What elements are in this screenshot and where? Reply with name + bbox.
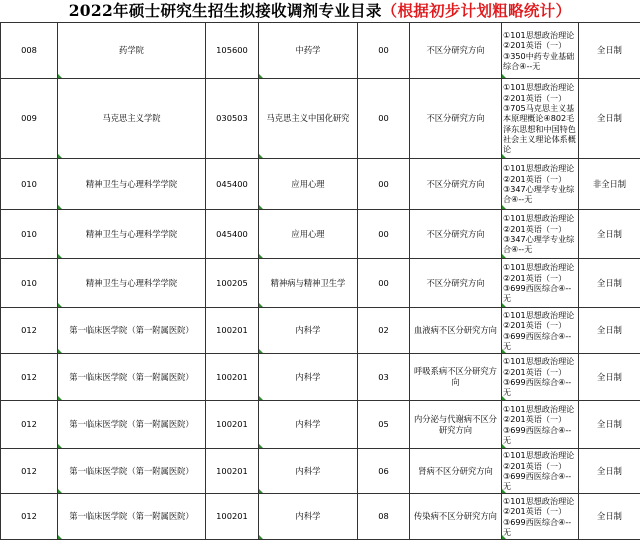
exam-subjects-cell-text: ①101思想政治理论②201英语（一）③699西医综合④--无	[503, 310, 574, 351]
major-code-cell-text: 045400	[216, 229, 248, 239]
study-mode-cell-text: 全日制	[597, 325, 622, 335]
exam-subjects-cell	[502, 259, 579, 308]
exam-subjects-cell	[502, 401, 579, 449]
direction-code-cell-text: 03	[378, 372, 389, 382]
study-mode-cell	[579, 79, 640, 159]
major-code-cell	[206, 401, 259, 449]
table-body	[1, 23, 640, 540]
page-title	[0, 0, 640, 22]
major-name-cell	[259, 79, 358, 159]
college-code-cell-text: 012	[21, 511, 37, 521]
exam-subjects-cell	[502, 308, 579, 354]
college-name-cell	[58, 259, 206, 308]
college-name-cell-text: 第一临床医学院（第一附属医院）	[69, 511, 193, 521]
exam-subjects-cell-text: ①101思想政治理论②201英语（一）③350中药专业基础综合④--无	[503, 30, 574, 71]
study-mode-cell-text: 非全日制	[593, 179, 626, 189]
direction-code-cell	[358, 449, 410, 494]
research-direction-cell-text: 血液病不区分研究方向	[414, 325, 497, 335]
direction-code-cell-text: 02	[378, 325, 389, 335]
major-name-cell-text: 应用心理	[291, 229, 324, 239]
study-mode-cell	[579, 354, 640, 401]
college-name-cell	[58, 308, 206, 354]
cell-error-marker-icon	[502, 444, 506, 448]
cell-error-marker-icon	[58, 489, 62, 493]
cell-error-marker-icon	[502, 489, 506, 493]
table-row	[1, 401, 640, 449]
cell-error-marker-icon	[58, 396, 62, 400]
exam-subjects-cell-text: ①101思想政治理论②201英语（一）③699西医综合④--无	[503, 450, 574, 491]
study-mode-cell	[579, 259, 640, 308]
college-code-cell-text: 010	[21, 229, 37, 239]
study-mode-cell-text: 全日制	[597, 419, 622, 429]
study-mode-cell	[579, 308, 640, 354]
cell-error-marker-icon	[58, 154, 62, 158]
exam-subjects-cell	[502, 159, 579, 210]
study-mode-cell	[579, 159, 640, 210]
cell-error-marker-icon	[58, 444, 62, 448]
research-direction-cell	[410, 79, 502, 159]
major-name-cell-text: 内科学	[296, 325, 321, 335]
college-name-cell	[58, 210, 206, 259]
table-row	[1, 449, 640, 494]
research-direction-cell	[410, 159, 502, 210]
college-name-cell	[58, 449, 206, 494]
exam-subjects-cell-text: ①101思想政治理论②201英语（一）③699西医综合④--无	[503, 356, 574, 397]
cell-error-marker-icon	[259, 74, 263, 78]
exam-subjects-cell-text: ①101思想政治理论②201英语（一）③699西医综合④--无	[503, 262, 574, 303]
college-name-cell	[58, 159, 206, 210]
major-code-cell-text: 100201	[216, 466, 248, 476]
study-mode-cell-text: 全日制	[597, 372, 622, 382]
direction-code-cell-text: 05	[378, 419, 389, 429]
direction-code-cell	[358, 159, 410, 210]
major-code-cell-text: 045400	[216, 179, 248, 189]
college-code-cell-text: 012	[21, 419, 37, 429]
major-code-cell	[206, 308, 259, 354]
cell-error-marker-icon	[502, 535, 506, 539]
exam-subjects-cell	[502, 79, 579, 159]
direction-code-cell-text: 00	[378, 179, 389, 189]
cell-error-marker-icon	[259, 254, 263, 258]
major-code-cell-text: 100201	[216, 372, 248, 382]
research-direction-cell	[410, 354, 502, 401]
college-code-cell-text: 012	[21, 466, 37, 476]
college-name-cell-text: 第一临床医学院（第一附属医院）	[69, 419, 193, 429]
direction-code-cell	[358, 354, 410, 401]
cell-error-marker-icon	[259, 349, 263, 353]
major-code-cell-text: 105600	[216, 45, 248, 55]
study-mode-cell-text: 全日制	[597, 466, 622, 476]
major-name-cell-text: 马克思主义中国化研究	[267, 113, 350, 123]
cell-error-marker-icon	[502, 303, 506, 307]
research-direction-cell-text: 不区分研究方向	[426, 45, 484, 55]
major-name-cell-text: 内科学	[296, 372, 321, 382]
college-code-cell	[1, 449, 58, 494]
research-direction-cell-text: 不区分研究方向	[426, 278, 484, 288]
exam-subjects-cell-text: ①101思想政治理论②201英语（一）③347心理学专业综合④--无	[503, 213, 574, 254]
major-name-cell-text: 精神病与精神卫生学	[271, 278, 346, 288]
major-name-cell-text: 内科学	[296, 511, 321, 521]
cell-error-marker-icon	[259, 535, 263, 539]
cell-error-marker-icon	[58, 254, 62, 258]
exam-subjects-cell	[502, 449, 579, 494]
college-name-cell-text: 第一临床医学院（第一附属医院）	[69, 466, 193, 476]
research-direction-cell-text: 不区分研究方向	[426, 179, 484, 189]
direction-code-cell	[358, 79, 410, 159]
major-code-cell-text: 100205	[216, 278, 248, 288]
research-direction-cell	[410, 308, 502, 354]
college-code-cell	[1, 79, 58, 159]
direction-code-cell	[358, 401, 410, 449]
exam-subjects-cell	[502, 23, 579, 79]
program-table	[0, 22, 640, 540]
research-direction-cell	[410, 401, 502, 449]
table-row	[1, 308, 640, 354]
table-row	[1, 354, 640, 401]
research-direction-cell	[410, 259, 502, 308]
college-name-cell-text: 第一临床医学院（第一附属医院）	[69, 372, 193, 382]
major-code-cell-text: 100201	[216, 325, 248, 335]
direction-code-cell	[358, 259, 410, 308]
college-name-cell	[58, 354, 206, 401]
table-row	[1, 210, 640, 259]
direction-code-cell-text: 00	[378, 113, 389, 123]
exam-subjects-cell	[502, 354, 579, 401]
college-name-cell-text: 精神卫生与心理科学学院	[86, 229, 177, 239]
college-name-cell	[58, 79, 206, 159]
table-row	[1, 159, 640, 210]
cell-error-marker-icon	[58, 74, 62, 78]
table-row	[1, 23, 640, 79]
college-name-cell-text: 第一临床医学院（第一附属医院）	[69, 325, 193, 335]
major-code-cell-text: 100201	[216, 419, 248, 429]
table-row	[1, 79, 640, 159]
research-direction-cell-text: 不区分研究方向	[426, 113, 484, 123]
major-name-cell	[259, 259, 358, 308]
cell-error-marker-icon	[502, 396, 506, 400]
research-direction-cell	[410, 210, 502, 259]
cell-error-marker-icon	[502, 205, 506, 209]
college-code-cell	[1, 259, 58, 308]
college-code-cell	[1, 354, 58, 401]
major-code-cell	[206, 210, 259, 259]
major-code-cell	[206, 159, 259, 210]
direction-code-cell	[358, 23, 410, 79]
major-name-cell	[259, 308, 358, 354]
exam-subjects-cell-text: ①101思想政治理论②201英语（一）③705马克思主义基本原理概论④802毛泽东思想和中国特色社会主义理论体系概论	[503, 82, 576, 154]
college-name-cell-text: 精神卫生与心理科学学院	[86, 179, 177, 189]
cell-error-marker-icon	[502, 254, 506, 258]
cell-error-marker-icon	[259, 444, 263, 448]
study-mode-cell	[579, 449, 640, 494]
major-name-cell	[259, 23, 358, 79]
research-direction-cell	[410, 23, 502, 79]
study-mode-cell	[579, 23, 640, 79]
major-code-cell	[206, 354, 259, 401]
major-name-cell-text: 内科学	[296, 466, 321, 476]
college-name-cell-text: 精神卫生与心理科学学院	[86, 278, 177, 288]
college-name-cell	[58, 401, 206, 449]
major-name-cell	[259, 354, 358, 401]
cell-error-marker-icon	[58, 303, 62, 307]
direction-code-cell-text: 08	[378, 511, 389, 521]
college-code-cell-text: 009	[21, 113, 37, 123]
direction-code-cell	[358, 210, 410, 259]
direction-code-cell-text: 00	[378, 45, 389, 55]
college-code-cell	[1, 401, 58, 449]
major-code-cell-text: 030503	[216, 113, 248, 123]
research-direction-cell-text: 呼吸系病不区分研究方向	[414, 366, 497, 387]
major-name-cell	[259, 401, 358, 449]
exam-subjects-cell-text: ①101思想政治理论②201英语（一）③699西医综合④--无	[503, 404, 574, 445]
college-code-cell-text: 008	[21, 45, 37, 55]
college-code-cell-text: 010	[21, 278, 37, 288]
college-code-cell	[1, 23, 58, 79]
research-direction-cell-text: 传染病不区分研究方向	[414, 511, 497, 521]
research-direction-cell-text: 肾病不区分研究方向	[418, 466, 493, 476]
cell-error-marker-icon	[259, 303, 263, 307]
college-name-cell-text: 药学院	[119, 45, 144, 55]
college-code-cell	[1, 308, 58, 354]
exam-subjects-cell	[502, 210, 579, 259]
cell-error-marker-icon	[259, 489, 263, 493]
study-mode-cell	[579, 401, 640, 449]
exam-subjects-cell-text: ①101思想政治理论②201英语（一）③347心理学专业综合④--无	[503, 163, 574, 204]
title-note: （根据初步计划粗略统计）	[382, 1, 572, 20]
research-direction-cell	[410, 449, 502, 494]
cell-error-marker-icon	[502, 349, 506, 353]
study-mode-cell-text: 全日制	[597, 113, 622, 123]
title-main: 2022年硕士研究生招生拟接收调剂专业目录	[69, 1, 382, 20]
college-name-cell	[58, 23, 206, 79]
table-row	[1, 259, 640, 308]
major-name-cell	[259, 449, 358, 494]
major-code-cell-text: 100201	[216, 511, 248, 521]
study-mode-cell-text: 全日制	[597, 278, 622, 288]
college-code-cell-text: 012	[21, 372, 37, 382]
cell-error-marker-icon	[259, 205, 263, 209]
major-name-cell-text: 内科学	[296, 419, 321, 429]
college-code-cell	[1, 159, 58, 210]
study-mode-cell-text: 全日制	[597, 511, 622, 521]
exam-subjects-cell-text: ①101思想政治理论②201英语（一）③699西医综合④--无	[503, 496, 574, 537]
major-code-cell	[206, 449, 259, 494]
cell-error-marker-icon	[58, 205, 62, 209]
major-code-cell	[206, 79, 259, 159]
cell-error-marker-icon	[502, 74, 506, 78]
cell-error-marker-icon	[259, 396, 263, 400]
cell-error-marker-icon	[58, 349, 62, 353]
direction-code-cell	[358, 308, 410, 354]
college-name-cell-text: 马克思主义学院	[102, 113, 160, 123]
study-mode-cell-text: 全日制	[597, 45, 622, 55]
research-direction-cell-text: 内分泌与代谢病不区分研究方向	[414, 414, 497, 435]
study-mode-cell-text: 全日制	[597, 229, 622, 239]
college-code-cell-text: 010	[21, 179, 37, 189]
cell-error-marker-icon	[502, 154, 506, 158]
cell-error-marker-icon	[259, 154, 263, 158]
direction-code-cell-text: 00	[378, 278, 389, 288]
cell-error-marker-icon	[58, 535, 62, 539]
direction-code-cell-text: 00	[378, 229, 389, 239]
major-code-cell	[206, 259, 259, 308]
college-code-cell-text: 012	[21, 325, 37, 335]
research-direction-cell-text: 不区分研究方向	[426, 229, 484, 239]
major-name-cell	[259, 159, 358, 210]
direction-code-cell-text: 06	[378, 466, 389, 476]
college-code-cell	[1, 210, 58, 259]
study-mode-cell	[579, 210, 640, 259]
major-code-cell	[206, 23, 259, 79]
major-name-cell	[259, 210, 358, 259]
major-name-cell-text: 中药学	[296, 45, 321, 55]
major-name-cell-text: 应用心理	[291, 179, 324, 189]
